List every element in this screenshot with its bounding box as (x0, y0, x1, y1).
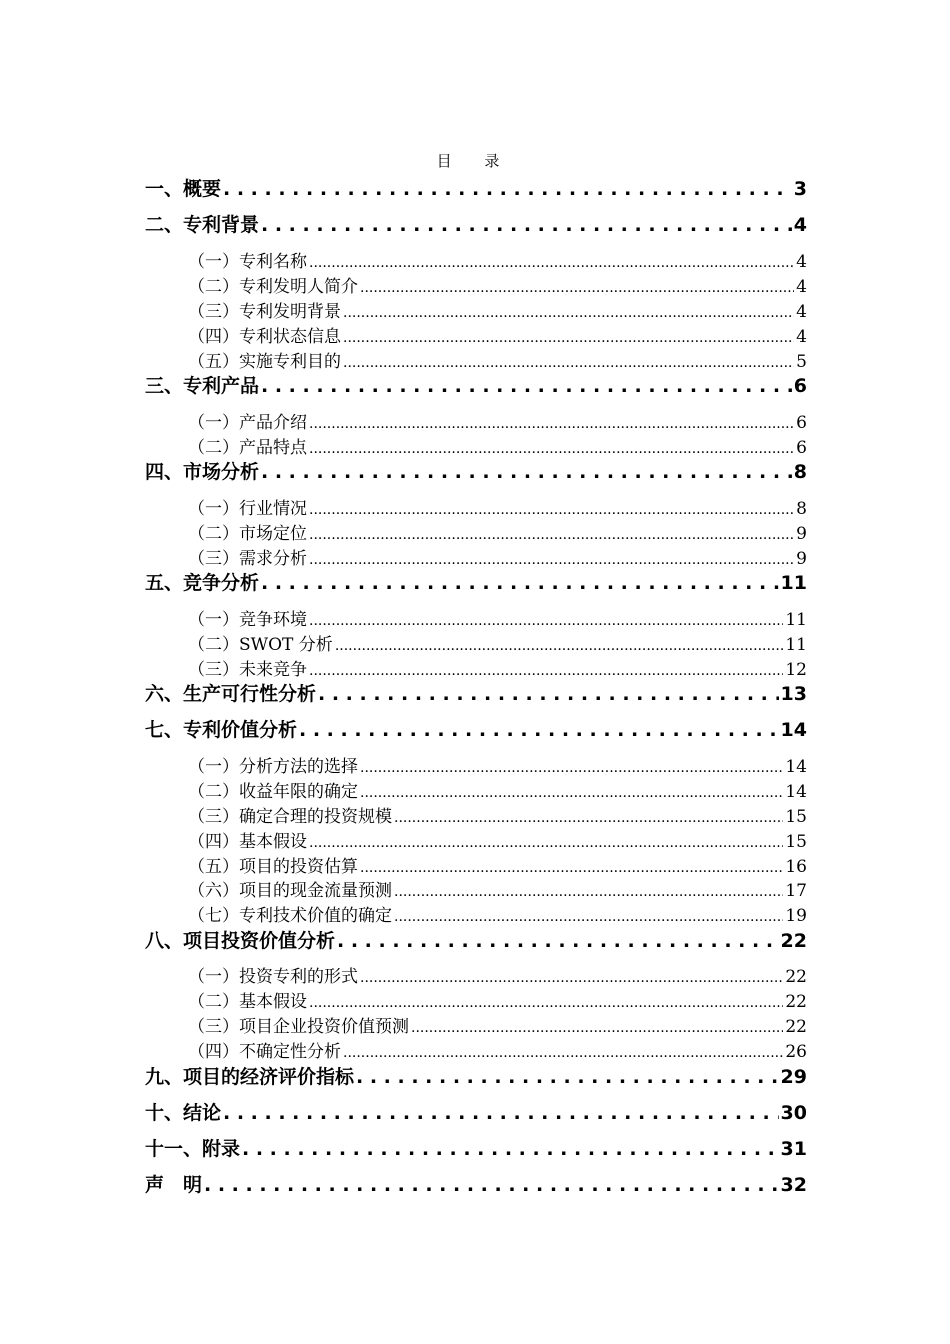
toc-section-entry[interactable] (188, 433, 807, 456)
toc-chapter-entry[interactable] (145, 1170, 807, 1196)
dot-leader (394, 881, 783, 899)
toc-entry-label: （四）不确定性分析 (188, 1042, 341, 1060)
toc-chapter-entry[interactable] (145, 1134, 807, 1160)
dot-leader (309, 992, 783, 1010)
dot-leader (411, 1017, 783, 1035)
dot-leader (242, 1138, 779, 1160)
toc-page-number: 11 (780, 572, 807, 594)
toc-entry-label: 七、专利价值分析 (145, 719, 298, 741)
toc-page-number: 12 (785, 660, 807, 678)
toc-section-entry[interactable] (188, 752, 807, 775)
toc-page-number: 14 (785, 782, 807, 800)
toc-page-number: 22 (785, 967, 807, 985)
dot-leader (261, 461, 792, 483)
toc-entry-label: （三）需求分析 (188, 549, 307, 567)
toc-chapter-entry[interactable] (145, 715, 807, 741)
dot-leader (360, 857, 783, 875)
toc-section-entry[interactable] (188, 802, 807, 825)
toc-entry-label: （七）专利技术价值的确定 (188, 906, 392, 924)
toc-entry-label: （四）专利状态信息 (188, 327, 341, 345)
toc-page-number: 4 (796, 327, 807, 345)
toc-page-number: 32 (780, 1174, 807, 1196)
toc-section-entry[interactable] (188, 519, 807, 542)
toc-section-entry[interactable] (188, 322, 807, 345)
toc-entry-label: （六）项目的现金流量预测 (188, 881, 392, 899)
toc-page-number: 15 (785, 807, 807, 825)
toc-chapter-entry[interactable] (145, 457, 807, 483)
toc-section-entry[interactable] (188, 987, 807, 1010)
toc-page-number: 6 (796, 438, 807, 456)
dot-leader (309, 549, 794, 567)
toc-page-number: 11 (785, 610, 807, 628)
toc-section-entry[interactable] (188, 630, 807, 653)
toc-section-entry[interactable] (188, 494, 807, 517)
toc-entry-label: （一）产品介绍 (188, 413, 307, 431)
toc-page-number: 9 (796, 524, 807, 542)
toc-section-entry[interactable] (188, 272, 807, 295)
toc-entry-label: 声 明 (145, 1174, 203, 1196)
toc-page-number: 14 (780, 719, 807, 741)
dot-leader (261, 214, 792, 236)
toc-page-number: 15 (785, 832, 807, 850)
dot-leader (343, 302, 794, 320)
toc-section-entry[interactable] (188, 852, 807, 875)
toc-entry-label: （二）SWOT 分析 (188, 635, 333, 653)
toc-page-number: 3 (793, 178, 807, 200)
toc-entry-label: （四）基本假设 (188, 832, 307, 850)
dot-leader (309, 413, 794, 431)
toc-entry-label: （五）项目的投资估算 (188, 857, 358, 875)
toc-entry-label: （二）市场定位 (188, 524, 307, 542)
toc-entry-label: （三）专利发明背景 (188, 302, 341, 320)
toc-section-entry[interactable] (188, 1037, 807, 1060)
dot-leader (335, 635, 784, 653)
toc-entry-label: 六、生产可行性分析 (145, 683, 317, 705)
toc-page-number: 4 (796, 302, 807, 320)
toc-section-entry[interactable] (188, 827, 807, 850)
toc-entry-label: 三、专利产品 (145, 375, 260, 397)
toc-page-number: 4 (793, 214, 807, 236)
toc-entry-label: 八、项目投资价值分析 (145, 930, 336, 952)
toc-page-number: 6 (796, 413, 807, 431)
toc-section-entry[interactable] (188, 247, 807, 270)
toc-entry-label: （一）专利名称 (188, 252, 307, 270)
toc-page-number: 9 (796, 549, 807, 567)
toc-entry-label: （一）竞争环境 (188, 610, 307, 628)
toc-page-number: 26 (785, 1042, 807, 1060)
toc-page-number: 17 (785, 881, 807, 899)
dot-leader (223, 178, 792, 200)
toc-page-number: 4 (796, 252, 807, 270)
toc-chapter-entry[interactable] (145, 568, 807, 594)
toc-section-entry[interactable] (188, 347, 807, 370)
toc-section-entry[interactable] (188, 1012, 807, 1035)
dot-leader (343, 1042, 783, 1060)
dot-leader (309, 438, 794, 456)
toc-section-entry[interactable] (188, 544, 807, 567)
dot-leader (299, 719, 779, 741)
dot-leader (343, 352, 794, 370)
toc-page-number: 22 (780, 930, 807, 952)
toc-page-number: 22 (785, 992, 807, 1010)
toc-chapter-entry[interactable] (145, 210, 807, 236)
dot-leader (204, 1174, 779, 1196)
dot-leader (309, 832, 783, 850)
toc-page-number: 13 (780, 683, 807, 705)
toc-entry-label: （二）专利发明人简介 (188, 277, 358, 295)
toc-page-number: 16 (785, 857, 807, 875)
toc-chapter-entry[interactable] (145, 926, 807, 952)
toc-section-entry[interactable] (188, 876, 807, 899)
toc-entry-label: （二）产品特点 (188, 438, 307, 456)
dot-leader (360, 757, 783, 775)
dot-leader (360, 782, 783, 800)
toc-page-number: 30 (780, 1102, 807, 1124)
toc-chapter-entry[interactable] (145, 174, 807, 200)
toc-entry-label: 十、结论 (145, 1102, 222, 1124)
toc-page-number: 31 (780, 1138, 807, 1160)
toc-entry-label: （二）基本假设 (188, 992, 307, 1010)
toc-page-number: 8 (796, 499, 807, 517)
toc-entry-label: （五）实施专利目的 (188, 352, 341, 370)
toc-section-entry[interactable] (188, 605, 807, 628)
dot-leader (360, 967, 783, 985)
dot-leader (394, 906, 783, 924)
toc-entry-label: 二、专利背景 (145, 214, 260, 236)
dot-leader (261, 375, 792, 397)
dot-leader (318, 683, 779, 705)
toc-entry-label: 五、竞争分析 (145, 572, 260, 594)
toc-page-number: 14 (785, 757, 807, 775)
toc-chapter-entry[interactable] (145, 371, 807, 397)
toc-page-number: 4 (796, 277, 807, 295)
dot-leader (309, 524, 794, 542)
toc-entry-label: 一、概要 (145, 178, 222, 200)
toc-entry-label: 十一、附录 (145, 1138, 241, 1160)
dot-leader (309, 660, 783, 678)
toc-chapter-entry[interactable] (145, 1062, 807, 1088)
toc-entry-label: （三）未来竞争 (188, 660, 307, 678)
toc-title: 目 录 (436, 152, 514, 170)
toc-section-entry[interactable] (188, 962, 807, 985)
toc-entry-label: （一）行业情况 (188, 499, 307, 517)
dot-leader (394, 807, 783, 825)
toc-chapter-entry[interactable] (145, 1098, 807, 1124)
dot-leader (309, 610, 783, 628)
dot-leader (337, 930, 779, 952)
dot-leader (261, 572, 779, 594)
toc-section-entry[interactable] (188, 655, 807, 678)
toc-page-number: 19 (785, 906, 807, 924)
dot-leader (223, 1102, 779, 1124)
dot-leader (343, 327, 794, 345)
toc-entry-label: 九、项目的经济评价指标 (145, 1066, 355, 1088)
toc-entry-label: （一）分析方法的选择 (188, 757, 358, 775)
toc-section-entry[interactable] (188, 297, 807, 320)
toc-page-number: 29 (780, 1066, 807, 1088)
toc-entry-label: （三）项目企业投资价值预测 (188, 1017, 409, 1035)
toc-chapter-entry[interactable] (145, 679, 807, 705)
toc-entry-label: （一）投资专利的形式 (188, 967, 358, 985)
toc-page-number: 8 (793, 461, 807, 483)
toc-entry-label: （二）收益年限的确定 (188, 782, 358, 800)
dot-leader (309, 499, 794, 517)
toc-entry-label: （三）确定合理的投资规模 (188, 807, 392, 825)
dot-leader (309, 252, 794, 270)
toc-entry-label: 四、市场分析 (145, 461, 260, 483)
toc-section-entry[interactable] (188, 408, 807, 431)
dot-leader (356, 1066, 779, 1088)
dot-leader (360, 277, 794, 295)
toc-page-number: 6 (793, 375, 807, 397)
toc-page-number: 5 (796, 352, 807, 370)
toc-section-entry[interactable] (188, 901, 807, 924)
toc-page-number: 11 (785, 635, 807, 653)
toc-section-entry[interactable] (188, 777, 807, 800)
toc-page-number: 22 (785, 1017, 807, 1035)
